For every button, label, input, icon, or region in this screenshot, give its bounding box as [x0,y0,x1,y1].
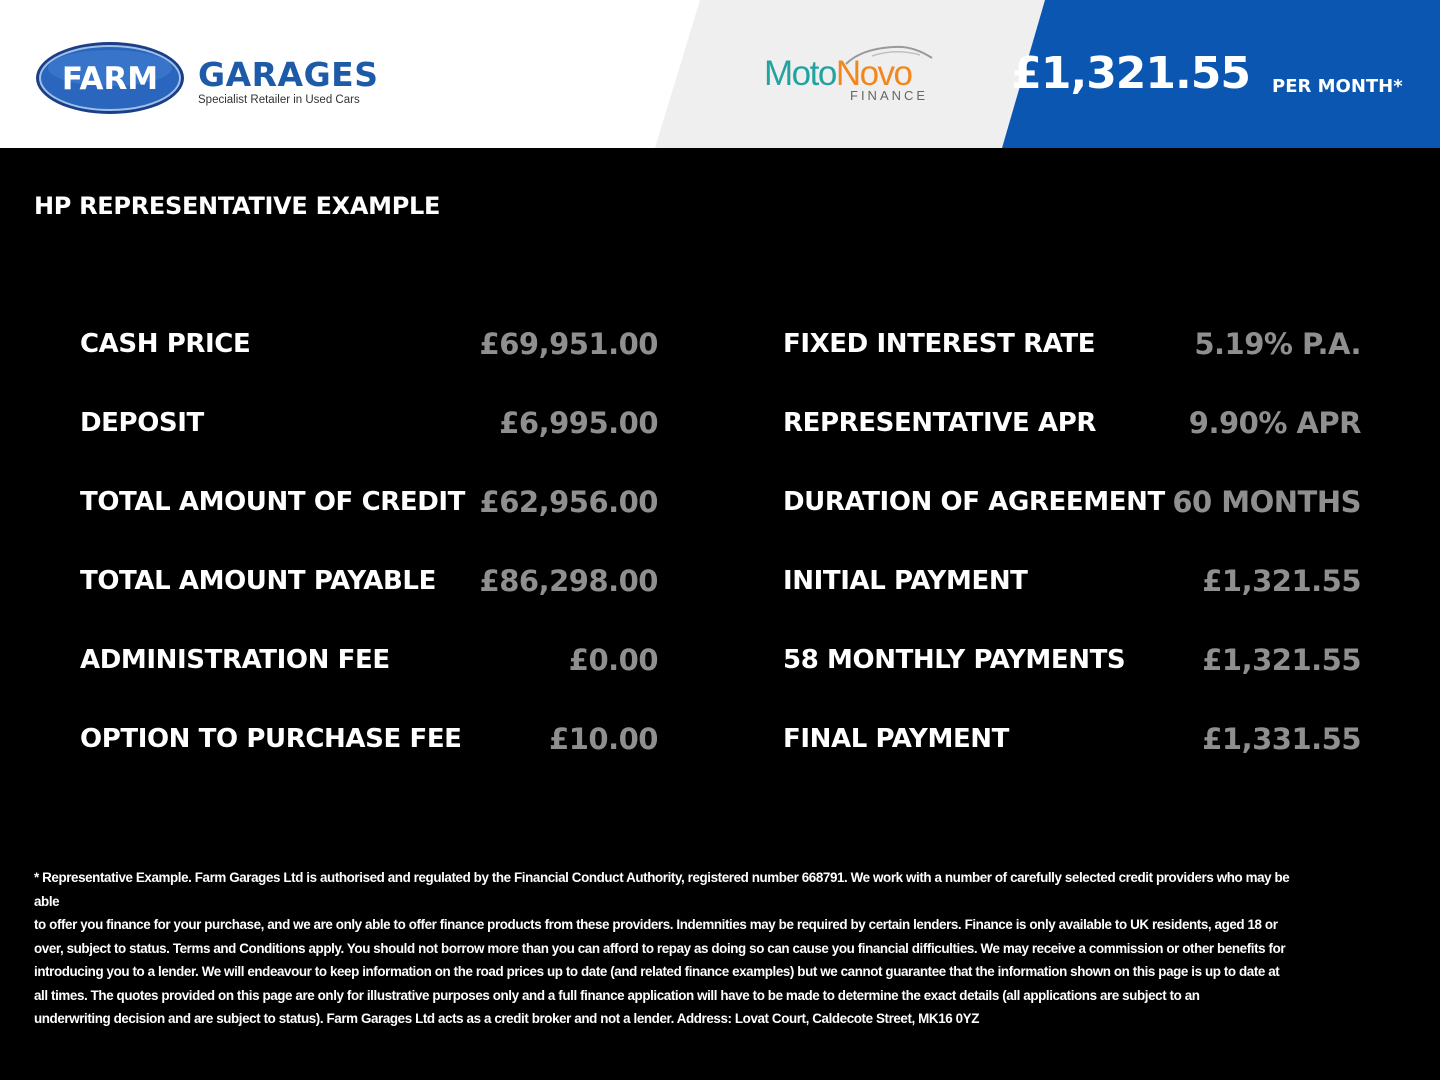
row-monthly-payments [783,640,1361,680]
row-label: FINAL PAYMENT [783,724,1009,754]
section-title: HP REPRESENTATIVE EXAMPLE [34,192,441,220]
finance-subtext: FINANCE [850,88,929,103]
row-label: OPTION TO PURCHASE FEE [80,724,462,754]
disclaimer-line: * Representative Example. Farm Garages Ltd is authorised and regulated by the Financial Conduct Authority, registered number 668791. We work with a number of carefully selected credit providers who may be able [34,870,1290,909]
row-value: £69,951.00 [479,327,658,361]
row-value: £10.00 [549,722,658,756]
row-deposit [80,403,658,443]
row-value: 5.19% P.A. [1194,327,1361,361]
row-label: DURATION OF AGREEMENT [783,487,1165,517]
farm-logo-text: FARM [61,61,159,97]
garages-logo-text: GARAGES [198,55,379,94]
row-value: £86,298.00 [479,564,658,598]
row-value: £1,331.55 [1202,722,1361,756]
motonovo-finance-logo [764,44,939,106]
row-value: £62,956.00 [479,485,658,519]
row-label: REPRESENTATIVE APR [783,408,1097,438]
row-total-credit [80,482,658,522]
row-value: £1,321.55 [1202,564,1361,598]
row-value: £6,995.00 [499,406,658,440]
row-label: ADMINISTRATION FEE [80,645,390,675]
row-value: 60 MONTHS [1172,485,1361,519]
disclaimer-line: all times. The quotes provided on this page are only for illustrative purposes only and a full finance application will have to be made to determine the exact details (all applications are subject to an [34,987,1200,1003]
row-label: TOTAL AMOUNT OF CREDIT [80,487,466,517]
row-cash-price [80,324,658,364]
motonovo-wordmark [764,56,912,91]
disclaimer-text [34,866,1314,1031]
row-value: 9.90% APR [1188,406,1361,440]
row-admin-fee [80,640,658,680]
row-label: DEPOSIT [80,408,204,438]
row-label: FIXED INTEREST RATE [783,329,1096,359]
moto-text: Moto [764,54,836,93]
farm-logo-oval [34,40,186,116]
disclaimer-line: underwriting decision and are subject to status). Farm Garages Ltd acts as a credit broker and not a lender. Address: Lovat Court, Caldecote Street, MK16 0YZ [34,1011,979,1026]
disclaimer-line: to offer you finance for your purchase, and we are only able to offer finance products from these providers. Indemnities may be required by certain lenders. Finance is only available to UK residents, aged 18 or [34,917,1278,932]
row-label: CASH PRICE [80,329,251,359]
row-option-fee [80,719,658,759]
row-label: INITIAL PAYMENT [783,566,1028,596]
row-label: TOTAL AMOUNT PAYABLE [80,566,436,596]
per-month-label: PER MONTH* [1272,76,1403,97]
novo-text: Novo [835,54,912,93]
row-fixed-rate [783,324,1361,364]
monthly-price: £1,321.55 [1011,48,1250,99]
row-apr [783,403,1361,443]
disclaimer-line: introducing you to a lender. We will endeavour to keep information on the road prices up to date (and related finance examples) but we cannot guarantee that the information shown on this page is up to date at [34,964,1280,979]
row-label: 58 MONTHLY PAYMENTS [783,645,1126,675]
disclaimer-line: over, subject to status. Terms and Conditions apply. You should not borrow more than you can afford to repay as doing so can cause you financial difficulties. We may receive a commission or other benefits for [34,940,1286,956]
row-total-payable [80,561,658,601]
row-value: £0.00 [568,643,658,677]
row-initial-payment [783,561,1361,601]
row-value: £1,321.55 [1202,643,1361,677]
row-duration [783,482,1361,522]
row-final-payment [783,719,1361,759]
header-banner [0,0,1440,148]
logo-tagline: Specialist Retailer in Used Cars [198,94,360,106]
